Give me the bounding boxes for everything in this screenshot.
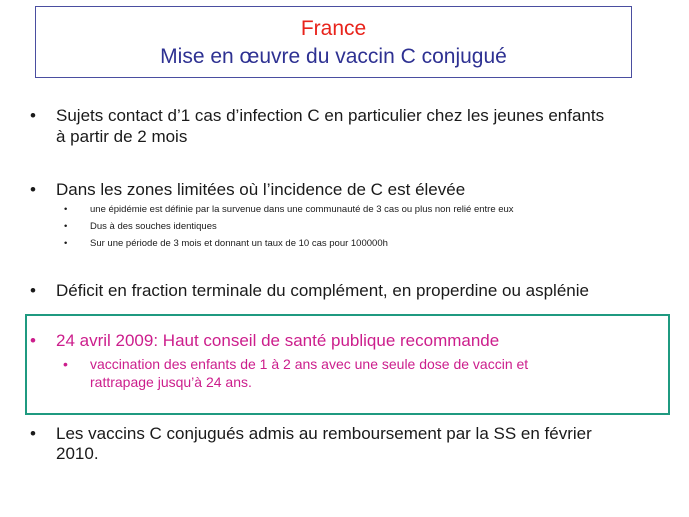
- bullet-dot: •: [30, 331, 36, 350]
- bullet-dot: •: [30, 180, 36, 199]
- sub-dot: •: [64, 238, 68, 249]
- bullet-line: Sujets contact d’1 cas d’infection C en particulier chez les jeunes enfants: [56, 106, 605, 125]
- sub-dot: •: [64, 204, 68, 215]
- bullet-dot: •: [30, 424, 36, 443]
- bullet-dot: •: [30, 281, 36, 300]
- bullet-line: Les vaccins C conjugués admis au remboursement par la SS en février: [56, 424, 592, 443]
- bullet-line: 2010.: [56, 444, 99, 463]
- bullet-line: Dans les zones limitées où l’incidence de C est élevée: [56, 180, 466, 199]
- sub-line: Sur une période de 3 mois et donnant un taux de 10 cas pour 100000h: [90, 238, 388, 249]
- sub-line: rattrapage jusqu’à 24 ans.: [90, 374, 252, 390]
- sub-line: Dus à des souches identiques: [90, 221, 217, 232]
- title-subject: Mise en œuvre du vaccin C conjugué: [160, 45, 507, 68]
- title-box: [35, 6, 632, 78]
- bullet-dot: •: [30, 106, 36, 125]
- sub-dot: •: [63, 356, 68, 372]
- sub-line: vaccination des enfants de 1 à 2 ans avec une seule dose de vaccin et: [90, 356, 529, 372]
- bullet-line: 24 avril 2009: Haut conseil de santé publique recommande: [56, 331, 500, 350]
- title-country: France: [300, 17, 367, 40]
- sub-dot: •: [64, 221, 68, 232]
- bullet-line: à partir de 2 mois: [56, 127, 188, 146]
- sub-line: une épidémie est définie par la survenue dans une communauté de 3 cas ou plus non relié entre eux: [90, 204, 514, 215]
- bullet-line: Déficit en fraction terminale du complément, en properdine ou asplénie: [56, 281, 589, 300]
